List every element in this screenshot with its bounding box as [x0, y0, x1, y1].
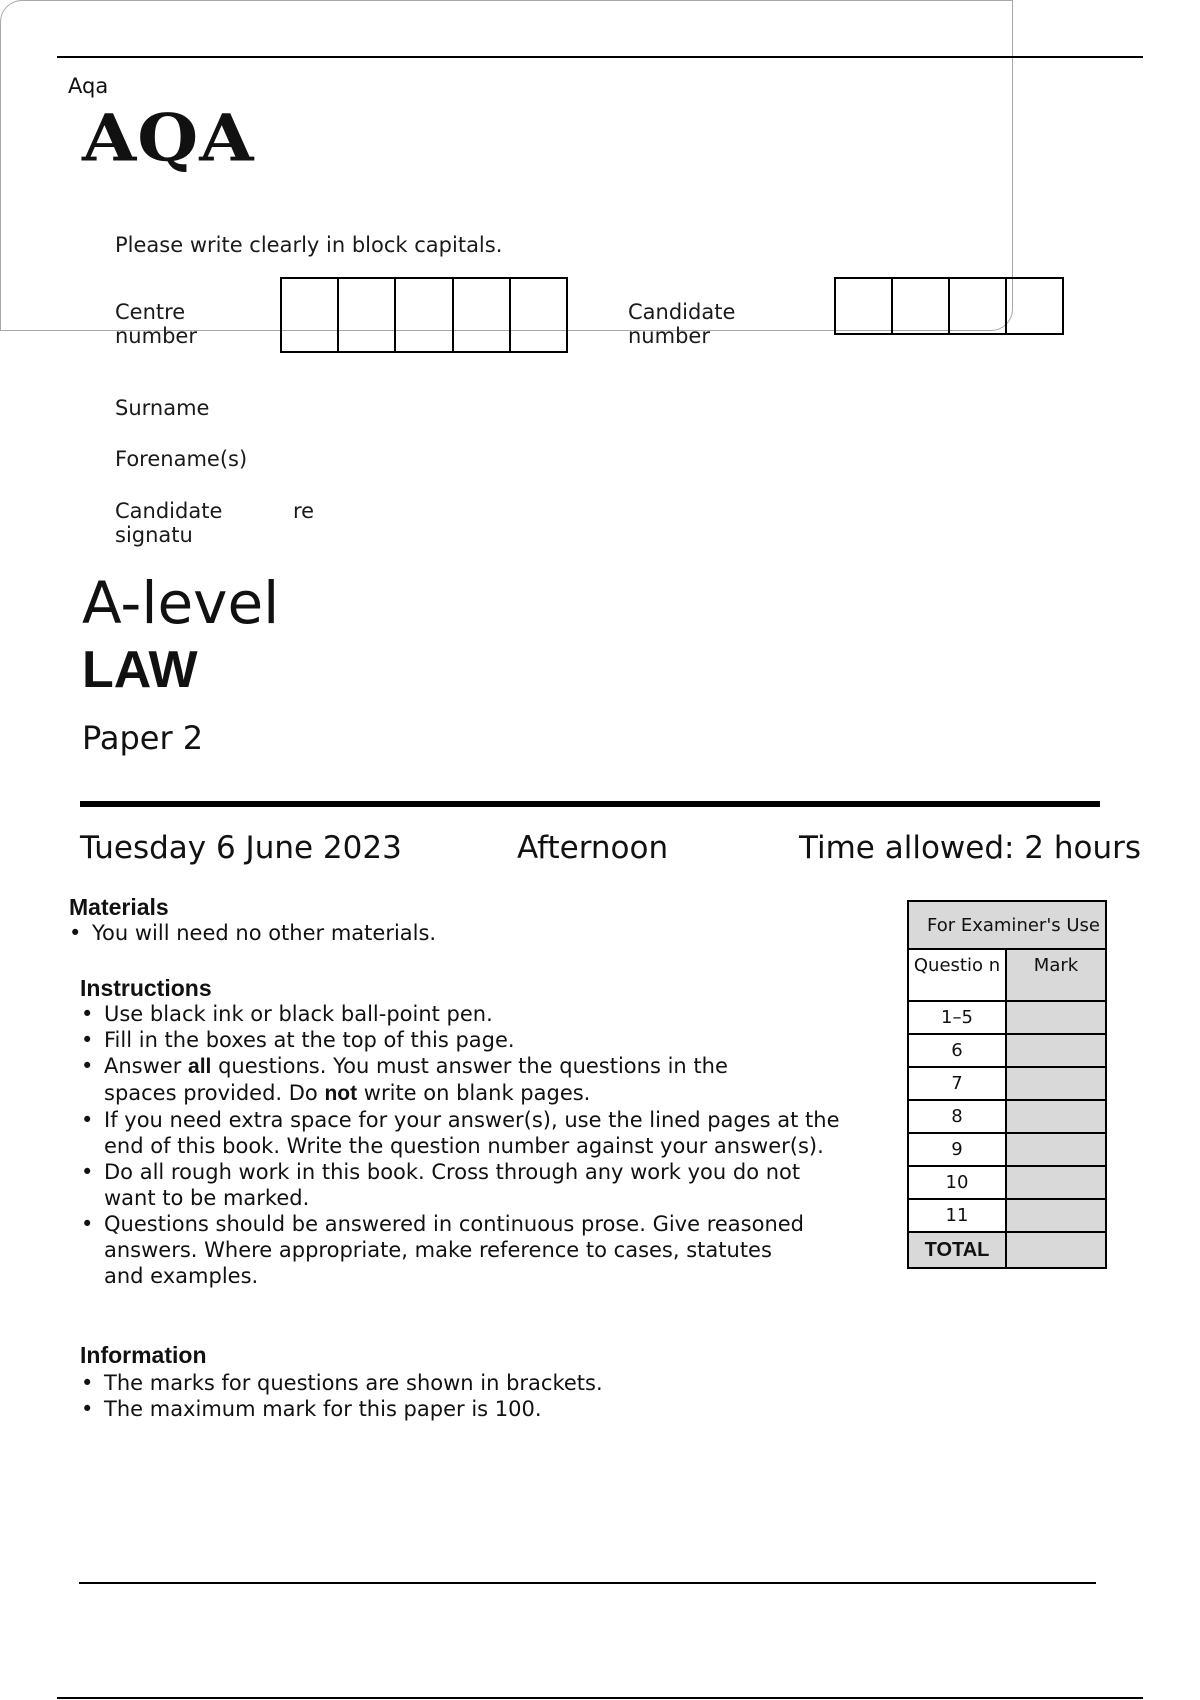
- candidate-signature-label-overflow: re: [293, 499, 315, 523]
- paper-number: Paper 2: [82, 719, 204, 757]
- list-item: • The maximum mark for this paper is 100.: [81, 1397, 542, 1421]
- subject-title: LAW: [82, 641, 198, 699]
- bullet-icon: •: [81, 1371, 94, 1395]
- table-row: [908, 1199, 1106, 1232]
- mark-cell: [1006, 1133, 1106, 1166]
- candidate-digit-box[interactable]: [893, 279, 950, 333]
- centre-number-boxes[interactable]: [280, 277, 568, 353]
- question-number-cell: 1–5: [908, 1001, 1006, 1034]
- candidate-number-label: Candidate number: [628, 300, 736, 348]
- table-row: [908, 1100, 1106, 1133]
- list-item: • The marks for questions are shown in brackets.: [81, 1371, 603, 1395]
- list-item: • Do all rough work in this book. Cross through any work you do not want to be marked.: [81, 1160, 801, 1210]
- bullet-icon: •: [69, 921, 82, 945]
- forenames-label: Forename(s): [115, 447, 248, 471]
- bullet-icon: •: [81, 1397, 94, 1421]
- instructions-list: [80, 1001, 850, 1289]
- table-row: [908, 1034, 1106, 1067]
- aqa-logo: AQA: [82, 100, 255, 177]
- question-number-cell: 9: [908, 1133, 1006, 1166]
- centre-digit-box[interactable]: [454, 279, 511, 351]
- total-mark-cell: [1006, 1232, 1106, 1268]
- time-allowed: Time allowed: 2 hours: [799, 830, 1142, 866]
- total-label-cell: TOTAL: [908, 1232, 1006, 1268]
- mark-cell: [1006, 1199, 1106, 1232]
- brand-small-text: Aqa: [68, 74, 109, 98]
- exam-date: Tuesday 6 June 2023: [80, 830, 402, 866]
- block-capitals-instruction: Please write clearly in block capitals.: [115, 233, 503, 257]
- table-row: [908, 1133, 1106, 1166]
- candidate-signature-label: Candidate signatu: [115, 499, 223, 547]
- bullet-icon: •: [81, 1028, 94, 1052]
- title-divider: [80, 801, 1100, 807]
- mark-cell: [1006, 1001, 1106, 1034]
- examiner-use-table: [907, 900, 1107, 1269]
- list-item: • Answer all questions. You must answer the questions in the spaces provided. Do not write on blank pages.: [81, 1054, 728, 1105]
- list-item: • If you need extra space for your answer(s), use the lined pages at the end of this book. Write the question number against your answer(s).: [81, 1108, 840, 1158]
- bullet-icon: •: [81, 1054, 94, 1078]
- list-item: • You will need no other materials.: [69, 921, 437, 945]
- candidate-number-boxes[interactable]: [834, 277, 1064, 335]
- instructions-heading: Instructions: [80, 975, 212, 1001]
- candidate-digit-box[interactable]: [836, 279, 893, 333]
- bullet-icon: •: [81, 1108, 94, 1132]
- table-row: [908, 1001, 1106, 1034]
- bullet-icon: •: [81, 1160, 94, 1184]
- mark-cell: [1006, 1166, 1106, 1199]
- information-heading: Information: [80, 1342, 207, 1368]
- bullet-icon: •: [81, 1212, 94, 1236]
- question-number-cell: 7: [908, 1067, 1006, 1100]
- page-bottom-rule: [57, 1697, 1143, 1699]
- table-row: [908, 1166, 1106, 1199]
- candidate-digit-box[interactable]: [1007, 279, 1062, 333]
- centre-number-label: Centre number: [115, 300, 197, 348]
- table-row-total: [908, 1232, 1106, 1268]
- materials-heading: Materials: [69, 894, 169, 920]
- examiner-table-title: For Examiner's Use: [908, 901, 1106, 949]
- centre-digit-box[interactable]: [396, 279, 453, 351]
- mark-cell: [1006, 1100, 1106, 1133]
- list-item: • Questions should be answered in continuous prose. Give reasoned answers. Where appropriate, make reference to cases, statutes and examples.: [81, 1212, 805, 1288]
- list-item: • Use black ink or black ball-point pen.: [81, 1002, 493, 1026]
- question-number-cell: 11: [908, 1199, 1006, 1232]
- surname-label: Surname: [115, 396, 210, 420]
- list-item: • Fill in the boxes at the top of this page.: [81, 1028, 515, 1052]
- top-rule: [57, 56, 1143, 58]
- footer-rule: [79, 1582, 1096, 1584]
- question-number-cell: 6: [908, 1034, 1006, 1067]
- exam-session: Afternoon: [517, 830, 669, 866]
- bullet-icon: •: [81, 1002, 94, 1026]
- centre-digit-box[interactable]: [282, 279, 339, 351]
- mark-cell: [1006, 1034, 1106, 1067]
- information-list: [80, 1370, 850, 1422]
- centre-digit-box[interactable]: [511, 279, 566, 351]
- candidate-digit-box[interactable]: [950, 279, 1007, 333]
- table-row: [908, 1067, 1106, 1100]
- question-number-cell: 8: [908, 1100, 1006, 1133]
- question-number-cell: 10: [908, 1166, 1006, 1199]
- centre-digit-box[interactable]: [339, 279, 396, 351]
- mark-column-header: Mark: [1006, 949, 1106, 1001]
- mark-cell: [1006, 1067, 1106, 1100]
- materials-list: [68, 920, 848, 946]
- qualification-level: A-level: [82, 569, 280, 637]
- question-column-header: Questio n: [908, 949, 1006, 1001]
